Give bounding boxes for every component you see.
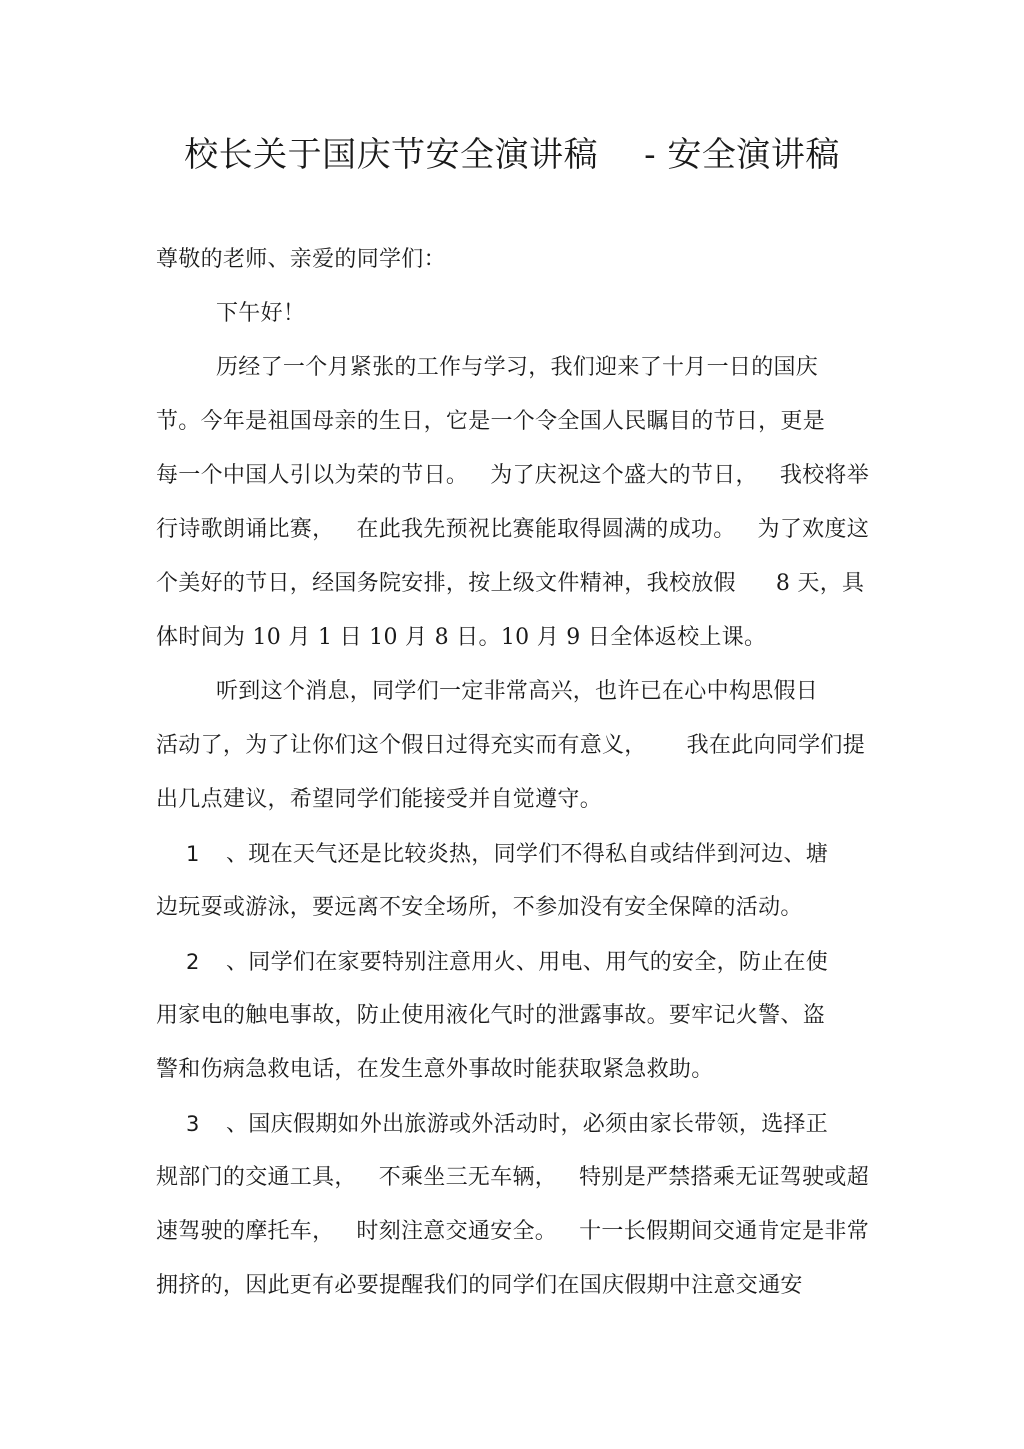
text-run: 8 天，具 <box>775 571 865 596</box>
list-number: 1 <box>186 842 200 866</box>
paragraph-line: 拥挤的，因此更有必要提醒我们的同学们在国庆假期中注意交通安 <box>156 1273 803 1298</box>
paragraph-line <box>156 1151 876 1205</box>
title-main: 校长关于国庆节安全演讲稿 <box>184 135 599 175</box>
paragraph-line: 听到这个消息，同学们一定非常高兴，也许已在心中构思假日 <box>216 679 819 704</box>
text-run: 时刻注意交通安全。 <box>356 1219 558 1244</box>
text-run: 每一个中国人引以为荣的节日。 <box>156 463 469 488</box>
greeting: 下午好！ <box>216 301 306 326</box>
text-run: 特别是严禁搭乘无证驾驶或超 <box>579 1165 870 1190</box>
text-run: 、同学们在家要特别注意用火、用电、用气的安全，防止在使 <box>226 950 829 975</box>
paragraph-line: 边玩耍或游泳，要远离不安全场所，不参加没有安全保障的活动。 <box>156 895 803 920</box>
paragraph-line: 历经了一个月紧张的工作与学习，我们迎来了十月一日的国庆 <box>216 355 819 380</box>
text-run: 、现在天气还是比较炎热，同学们不得私自或结伴到河边、塘 <box>226 842 829 867</box>
paragraph-line: 出几点建议，希望同学们能接受并自觉遵守。 <box>156 787 603 812</box>
document-title <box>0 130 1024 180</box>
paragraph-line <box>156 449 876 503</box>
text-run: 个美好的节日，经国务院安排，按上级文件精神，我校放假 <box>156 571 736 596</box>
text-run: 十一长假期间交通肯定是非常 <box>579 1219 870 1244</box>
list-item-1 <box>156 827 876 881</box>
paragraph-line <box>156 557 876 611</box>
paragraph-line: 体时间为 10 月 1 日 10 月 8 日。10 月 9 日全体返校上课。 <box>156 625 767 650</box>
title-suffix: - 安全演讲稿 <box>644 135 840 175</box>
text-run: 不乘坐三无车辆， <box>378 1165 558 1190</box>
paragraph-line <box>156 503 876 557</box>
text-run: 在此我先预祝比赛能取得圆满的成功。 <box>356 517 736 542</box>
speech-body <box>156 233 876 1313</box>
list-number: 3 <box>186 1112 200 1136</box>
list-item-2 <box>156 935 876 989</box>
text-run: 规部门的交通工具， <box>156 1165 357 1190</box>
text-run: 为了庆祝这个盛大的节日， <box>490 463 758 488</box>
paragraph-line: 警和伤病急救电话，在发生意外事故时能获取紧急救助。 <box>156 1057 714 1082</box>
text-run: 行诗歌朗诵比赛， <box>156 517 335 542</box>
text-run: 速驾驶的摩托车， <box>156 1219 335 1244</box>
text-run: 、国庆假期如外出旅游或外活动时，必须由家长带领，选择正 <box>226 1112 829 1137</box>
salutation: 尊敬的老师、亲爱的同学们： <box>156 247 446 272</box>
list-number: 2 <box>186 950 200 974</box>
text-run: 我校将举 <box>779 463 870 488</box>
text-run: 为了欢度这 <box>757 517 870 542</box>
paragraph-line: 用家电的触电事故，防止使用液化气时的泄露事故。要牢记火警、盗 <box>156 1003 826 1028</box>
paragraph-line: 节。今年是祖国母亲的生日，它是一个令全国人民瞩目的节日，更是 <box>156 409 826 434</box>
text-run: 活动了，为了让你们这个假日过得充实而有意义， <box>156 733 647 758</box>
list-item-3 <box>156 1097 876 1151</box>
paragraph-line <box>156 719 876 773</box>
paragraph-line <box>156 1205 876 1259</box>
text-run: 我在此向同学们提 <box>686 733 866 758</box>
